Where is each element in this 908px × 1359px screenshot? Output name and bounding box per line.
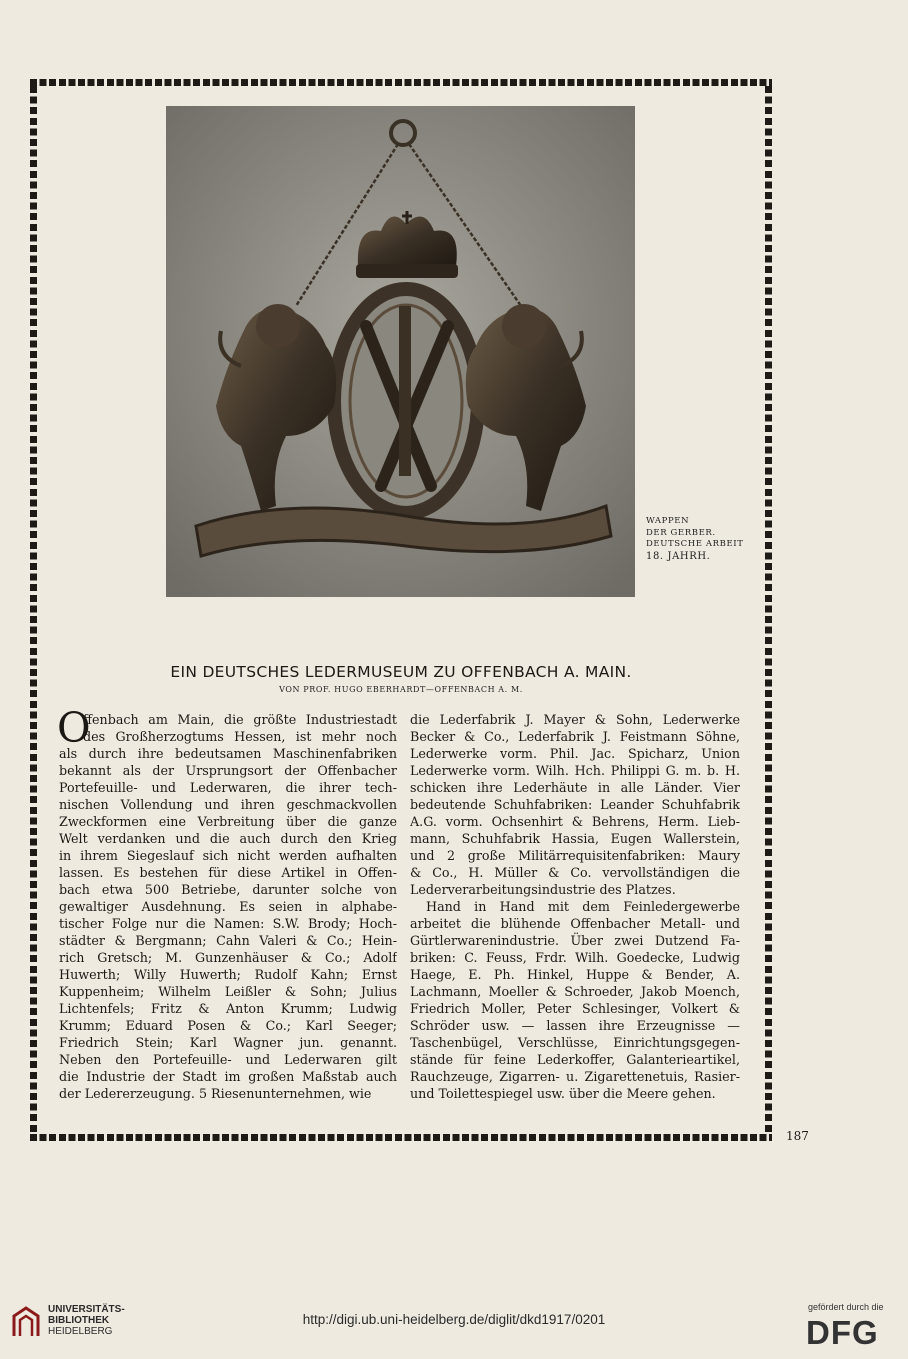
text-line: arbeitet die blühende Offenbacher Metall- und (410, 916, 740, 931)
text-line: tischer Folge nur die Namen: S.W. Brody; Hoch- (59, 916, 397, 931)
text-line: Schröder usw. — lassen ihre Erzeugnisse — (410, 1018, 740, 1033)
text-line: Lichtenfels; Fritz & Anton Krumm; Ludwig (59, 1001, 397, 1016)
text-line: Lederwerke vorm. Wilh. Hch. Philippi G. m. b. H. (410, 763, 740, 778)
text-line: Lederverarbeitungsindustrie des Platzes. (410, 882, 676, 897)
text-line: der Ledererzeugung. 5 Riesenunternehmen, wie (59, 1086, 372, 1101)
text-line: Hand in Hand mit dem Feinledergewerbe (426, 899, 740, 914)
text-line: A.G. vorm. Ochsenhirt & Behrens, Herm. Lieb- (410, 814, 740, 829)
text-line: & Co., H. Müller & Co. vervollständigen die (410, 865, 740, 880)
text-line: die Industrie der Stadt im großen Maßstab auch (59, 1069, 397, 1084)
text-line: lassen. Es bestehen für diese Artikel in Offen- (59, 865, 397, 880)
text-line: die Lederfabrik J. Mayer & Sohn, Lederwerke (410, 712, 740, 727)
text-line: in ihrem Siegeslauf sich nicht werden aufhalten (59, 848, 397, 863)
caption-line: WAPPEN (646, 516, 690, 526)
text-line: Friedrich Moller, Peter Schlesinger, Volkert & (410, 1001, 740, 1016)
source-url-link[interactable]: http://digi.ub.uni-heidelberg.de/diglit/dkd1917/0201 (302, 1312, 606, 1327)
text-line: bach etwa 500 Betriebe, darunter solche von (59, 882, 397, 897)
funding-note: gefördert durch die (808, 1302, 884, 1312)
text-line: rich Gretsch; M. Gunzenhäuser & Co.; Adolf (59, 950, 397, 965)
library-name-line: UNIVERSITÄTS- (48, 1304, 125, 1315)
text-line: gewaltiger Ausdehnung. Es seien in alphabe- (59, 899, 397, 914)
text-line: Krumm; Eduard Posen & Co.; Karl Seeger; (59, 1018, 397, 1033)
caption-line: 18. JAHRH. (646, 550, 711, 562)
text-line: und Toilettespiegel usw. über die Meere gehen. (410, 1086, 716, 1101)
text-line: ffenbach am Main, die größte Industriestadt (83, 712, 397, 727)
coat-of-arms-photo (166, 106, 635, 597)
library-name-line: HEIDELBERG (48, 1326, 113, 1337)
text-line: des Großherzogtums Hessen, ist mehr noch (83, 729, 397, 744)
article-title: EIN DEUTSCHES LEDERMUSEUM ZU OFFENBACH A. MAIN. (170, 663, 632, 681)
text-line: bekannt als der Ursprungsort der Offenbacher (59, 763, 397, 778)
tanners-coat-of-arms-illustration (166, 106, 635, 597)
text-line: schicken ihre Lederhäute in alle Länder. Vier (410, 780, 740, 795)
text-line: Neben den Portefeuille- und Lederwaren gilt (59, 1052, 397, 1067)
text-line: Gürtlerwarenindustrie. Über zwei Dutzend Fa- (410, 933, 740, 948)
text-column-left (57, 704, 397, 1102)
caption-line: DER GERBER. (646, 527, 716, 538)
text-line: Portefeuille- und Lederwaren, die ihrer tech- (59, 780, 397, 795)
text-line: briken: C. Feuss, Frdr. Wilh. Goedecke, Ludwig (410, 950, 740, 965)
text-line: Haege, E. Ph. Hinkel, Huppe & Bender, A. (410, 967, 740, 982)
caption-line: DEUTSCHE ARBEIT (646, 539, 744, 549)
text-line: Friedrich Stein; Karl Wagner jun. genannt. (59, 1035, 397, 1050)
text-line: Kuppenheim; Wilhelm Leißler & Sohn; Julius (59, 984, 397, 999)
text-line: nischen Vollendung und ihren geschmackvollen (59, 797, 397, 812)
text-line: Rauchzeuge, Zigarren- u. Zigarettenetuis, Rasier- (410, 1069, 740, 1084)
text-line: und 2 große Militärrequisitenfabriken: Maury (410, 848, 740, 863)
text-line: Welt verdanken und die auch durch den Krieg (59, 831, 397, 846)
text-column-right (410, 711, 740, 1102)
decorative-border-top (30, 79, 772, 86)
text-line: Becker & Co., Lederfabrik J. Feistmann Söhne, (410, 729, 740, 744)
page-number: 187 (786, 1129, 809, 1143)
article-byline: VON PROF. HUGO EBERHARDT—OFFENBACH A. M. (279, 685, 523, 694)
library-name-line: BIBLIOTHEK (48, 1315, 110, 1326)
figure-caption (646, 516, 766, 562)
dfg-logo: DFG (806, 1314, 879, 1351)
text-line: Lederwerke vorm. Phil. Jac. Spicharz, Union (410, 746, 740, 761)
text-line: Lachmann, Moeller & Schroeder, Jakob Moench, (410, 984, 740, 999)
text-line: bedeutende Schuhfabriken: Leander Schuhfabrik (410, 797, 740, 812)
decorative-border-right (765, 86, 772, 1134)
text-line: Zweckformen eine Verbreitung über die ganze (59, 814, 397, 829)
decorative-border-bottom (30, 1134, 772, 1141)
text-line: Huwerth; Willy Huwerth; Rudolf Kahn; Ernst (59, 967, 397, 982)
text-line: Taschenbügel, Verschlüsse, Einrichtungsgegen- (410, 1035, 740, 1050)
text-line: städter & Bergmann; Cahn Valeri & Co.; Hein- (59, 933, 397, 948)
drop-cap: O (57, 704, 91, 752)
decorative-border-left (30, 86, 37, 1134)
text-line: mann, Schuhfabrik Hassia, Eugen Wallerstein, (410, 831, 740, 846)
text-line: stände für feine Lederkoffer, Galanterieartikel, (410, 1052, 740, 1067)
text-line: als durch ihre bedeutsamen Maschinenfabriken (59, 746, 397, 761)
